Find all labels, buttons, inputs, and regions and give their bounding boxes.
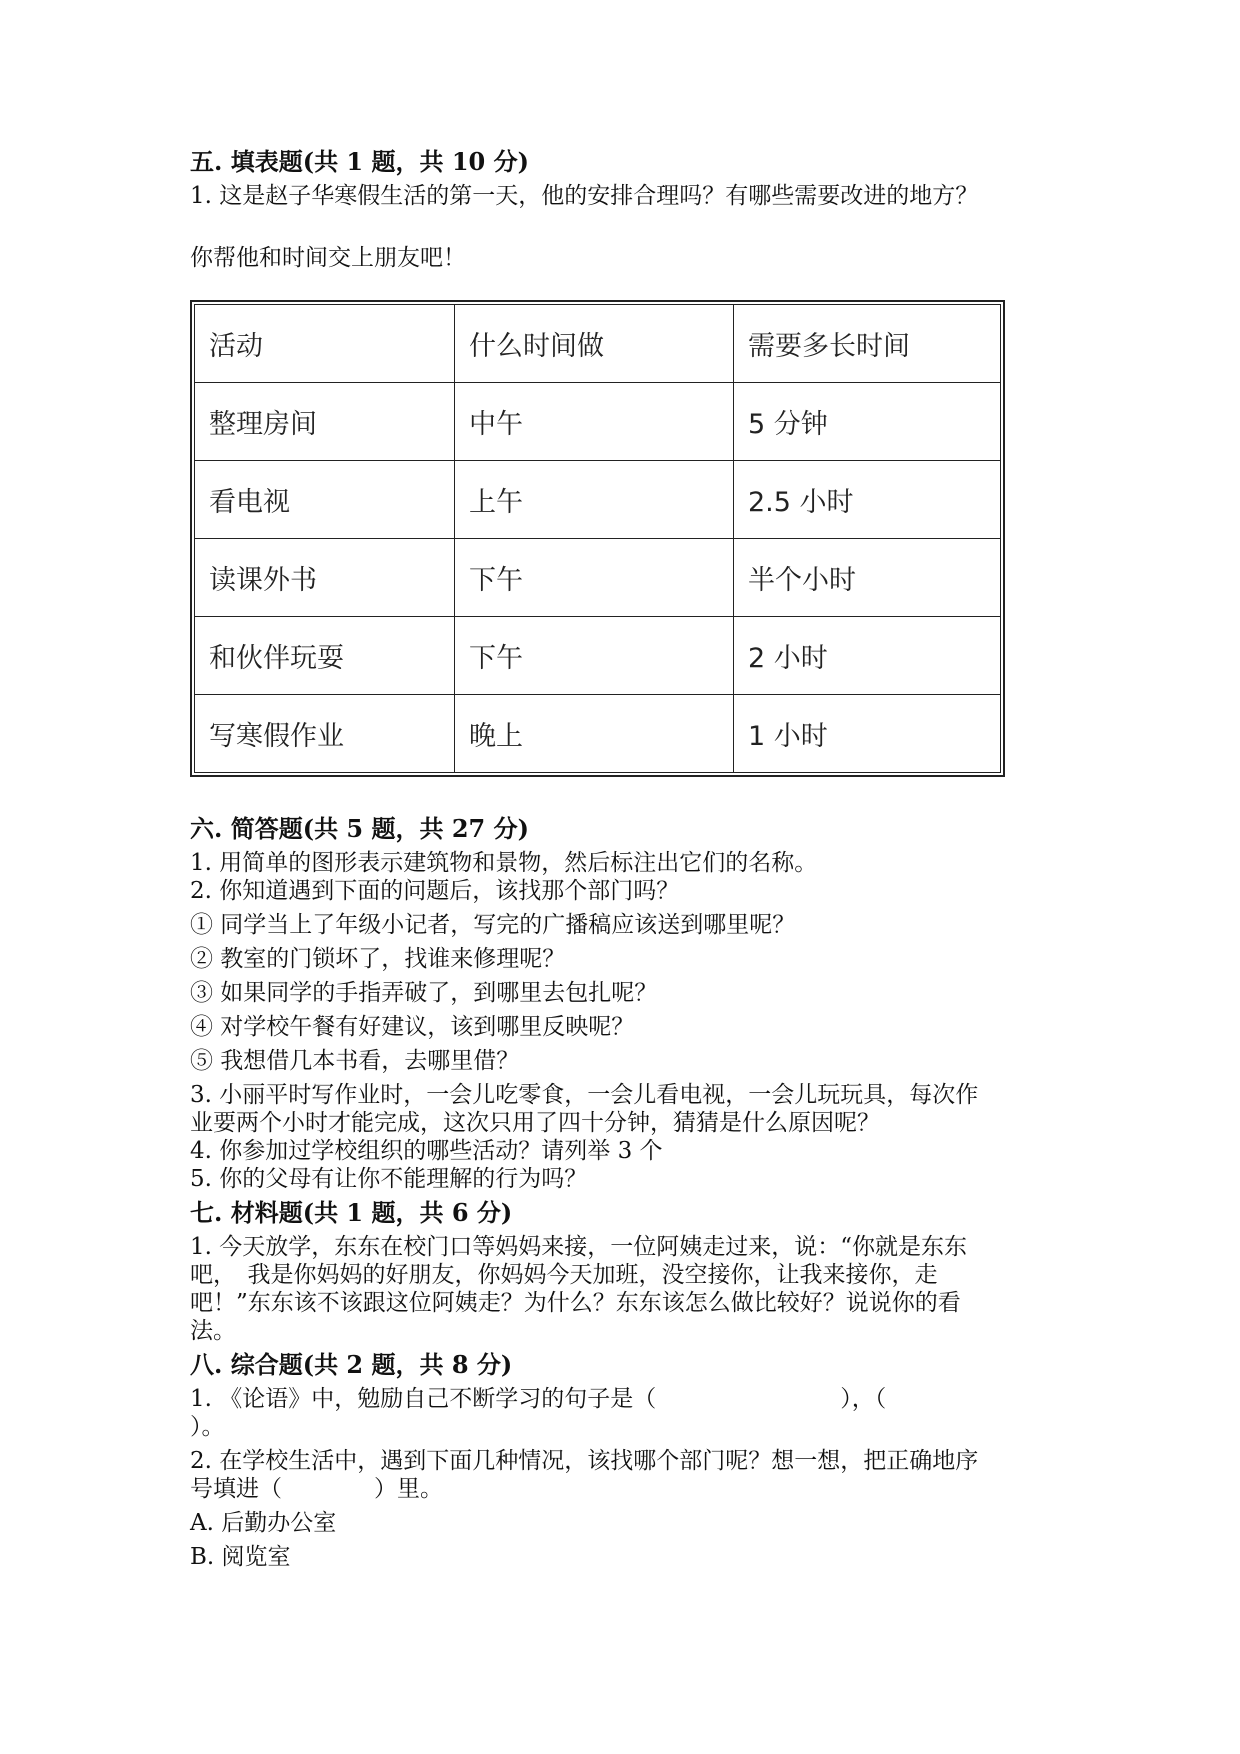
s6-q3-line1: 3. 小丽平时写作业时，一会儿吃零食，一会儿看电视，一会儿玩玩具，每次作 [190,1082,979,1108]
table-header: 需要多长时间 [734,305,1001,383]
s6-q2: 2. 你知道遇到下面的问题后，该找那个部门吗？ [190,878,680,904]
s8-q1-line2: ）。 [190,1414,225,1440]
table-cell: 2.5 小时 [734,461,1001,539]
table-header: 什么时间做 [455,305,734,383]
s7-q1-line1: 1. 今天放学，东东在校门口等妈妈来接，一位阿姨走过来，说：“你就是东东 [190,1234,968,1260]
s7-q1-line4: 法。 [190,1318,236,1344]
table-cell: 1 小时 [734,695,1001,773]
table-cell: 写寒假作业 [195,695,455,773]
s8-q2-line2: 号填进（ ）里。 [190,1476,443,1502]
section-8-heading: 八. 综合题(共 2 题，共 8 分) [190,1350,513,1379]
s6-q3-line2: 业要两个小时才能完成，这次只用了四十分钟，猜猜是什么原因呢？ [190,1110,880,1136]
s8-q1-line1: 1. 《论语》中，勉励自己不断学习的句子是（ ），（ [190,1386,887,1412]
s5-q1-line1: 1. 这是赵子华寒假生活的第一天，他的安排合理吗？有哪些需要改进的地方？ [190,183,979,209]
s6-q5: 5. 你的父母有让你不能理解的行为吗？ [190,1166,588,1192]
table-cell: 上午 [455,461,734,539]
table-cell: 5 分钟 [734,383,1001,461]
table-row [195,617,1001,695]
s6-q4: 4. 你参加过学校组织的哪些活动？请列举 3 个 [190,1138,663,1164]
table-row [195,461,1001,539]
s6-q2-item: ⑤ 我想借几本书看，去哪里借？ [190,1048,520,1074]
option-b: B. 阅览室 [190,1544,291,1570]
s5-q1-line2: 你帮他和时间交上朋友吧！ [190,245,466,271]
s6-q2-item: ① 同学当上了年级小记者，写完的广播稿应该送到哪里呢？ [190,912,796,938]
section-7-heading: 七. 材料题(共 1 题，共 6 分) [190,1198,513,1227]
table-cell: 和伙伴玩耍 [195,617,455,695]
option-a: A. 后勤办公室 [190,1510,337,1536]
table-cell: 读课外书 [195,539,455,617]
s7-q1-line2: 吧， 我是你妈妈的好朋友，你妈妈今天加班，没空接你，让我来接你，走 [190,1262,938,1288]
table-header: 活动 [195,305,455,383]
table-row [195,539,1001,617]
table-cell: 半个小时 [734,539,1001,617]
table-cell: 2 小时 [734,617,1001,695]
table-header-row [195,305,1001,383]
table-cell: 晚上 [455,695,734,773]
section-6-heading: 六. 简答题(共 5 题，共 27 分) [190,814,529,843]
s6-q2-item: ③ 如果同学的手指弄破了，到哪里去包扎呢？ [190,980,658,1006]
table-row [195,695,1001,773]
schedule-table [190,300,1005,777]
worksheet [190,148,1050,1571]
table-cell: 下午 [455,617,734,695]
s8-q2-line1: 2. 在学校生活中，遇到下面几种情况，该找哪个部门呢？想一想，把正确地序 [190,1448,979,1474]
s7-q1-line3: 吧！”东东该不该跟这位阿姨走？为什么？东东该怎么做比较好？说说你的看 [190,1290,961,1316]
s6-q2-item: ④ 对学校午餐有好建议，该到哪里反映呢？ [190,1014,635,1040]
s6-q2-item: ② 教室的门锁坏了，找谁来修理呢？ [190,946,566,972]
s6-q1: 1. 用简单的图形表示建筑物和景物，然后标注出它们的名称。 [190,850,818,876]
section-5-heading: 五. 填表题(共 1 题，共 10 分) [190,147,529,176]
table-cell: 中午 [455,383,734,461]
table-cell: 整理房间 [195,383,455,461]
table-cell: 看电视 [195,461,455,539]
table-cell: 下午 [455,539,734,617]
table-row [195,383,1001,461]
